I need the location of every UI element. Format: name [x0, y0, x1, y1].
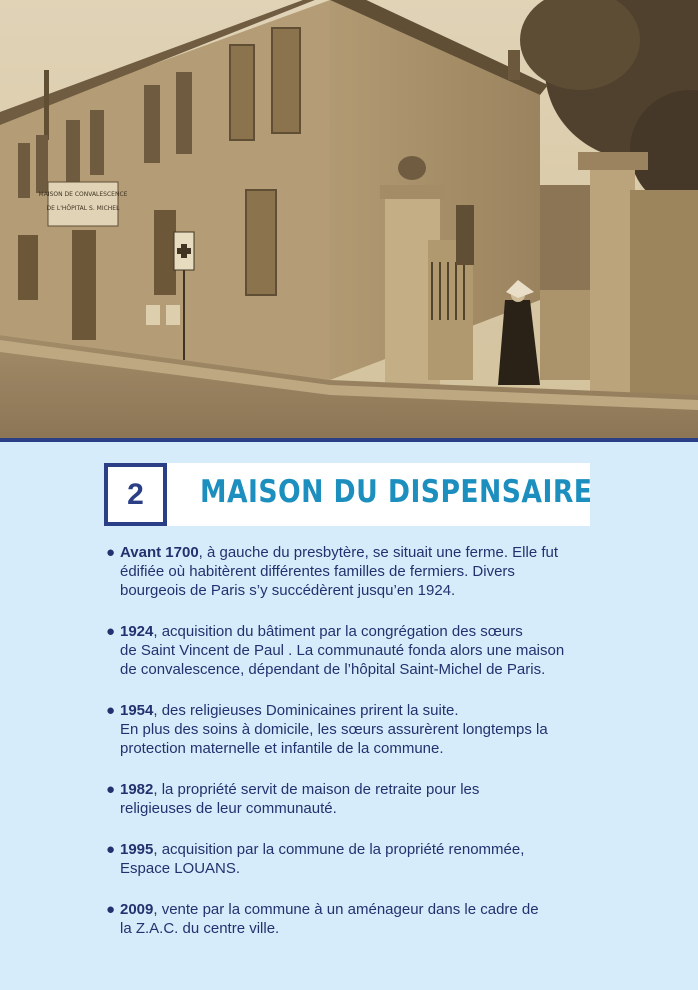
bullet-icon: ●: [106, 623, 116, 640]
entry-line: [120, 840, 606, 859]
bullet-icon: ●: [106, 702, 116, 719]
entry-line: [120, 900, 606, 919]
bullet-icon: ●: [106, 901, 116, 918]
history-entry: [106, 622, 606, 679]
entry-year: 1995: [120, 841, 154, 858]
entry-text: , acquisition du bâtiment par la congrégation des sœurs: [153, 623, 523, 640]
entry-line: Espace LOUANS.: [120, 860, 241, 877]
entry-line: bourgeois de Paris s’y succédèrent jusqu’en 1924.: [120, 582, 456, 599]
entry-line: religieuses de leur communauté.: [120, 800, 337, 817]
entry-text: , des religieuses Dominicaines prirent la suite.: [153, 702, 459, 719]
entry-line: de convalescence, dépendant de l’hôpital Saint-Michel de Paris.: [120, 661, 546, 678]
entry-line: [120, 543, 606, 562]
entry-line: En plus des soins à domicile, les sœurs assurèrent longtemps la: [120, 721, 548, 738]
history-entry: [106, 701, 606, 758]
entry-line: [120, 622, 606, 641]
history-entry: [106, 840, 606, 878]
section-title: MAISON DU DISPENSAIRE: [200, 474, 593, 510]
entry-text: , vente par la commune à un aménageur dans le cadre de: [153, 901, 539, 918]
history-entry: [106, 543, 606, 600]
divider-rule: [0, 438, 698, 442]
entry-line: la Z.A.C. du centre ville.: [120, 920, 280, 937]
entry-year: 1924: [120, 623, 154, 640]
historic-photo-maison-du-dispensaire: [0, 0, 698, 440]
bullet-icon: ●: [106, 544, 116, 561]
entry-year: 2009: [120, 901, 154, 918]
entry-line: protection maternelle et infantile de la commune.: [120, 740, 444, 757]
history-entry: [106, 780, 606, 818]
bullet-icon: ●: [106, 781, 116, 798]
svg-text:DE L'HÔPITAL S. MICHEL: DE L'HÔPITAL S. MICHEL: [46, 205, 120, 212]
entry-line: de Saint Vincent de Paul . La communauté fonda alors une maison: [120, 642, 565, 659]
bullet-icon: ●: [106, 841, 116, 858]
entry-text: , à gauche du presbytère, se situait une ferme. Elle fut: [198, 544, 559, 561]
entry-year: 1954: [120, 702, 154, 719]
section-number: 2: [104, 463, 167, 526]
entry-line: [120, 780, 606, 799]
history-entry: [106, 900, 606, 938]
entry-line: [120, 701, 606, 720]
entry-text: , la propriété servit de maison de retraite pour les: [153, 781, 480, 798]
entry-text: , acquisition par la commune de la propriété renommée,: [153, 841, 525, 858]
svg-text:MAISON DE CONVALESCENCE: MAISON DE CONVALESCENCE: [38, 191, 128, 198]
history-list: [106, 543, 606, 960]
entry-year: Avant 1700: [120, 544, 199, 561]
entry-year: 1982: [120, 781, 154, 798]
entry-line: édifiée où habitèrent différentes familles de fermiers. Divers: [120, 563, 515, 580]
